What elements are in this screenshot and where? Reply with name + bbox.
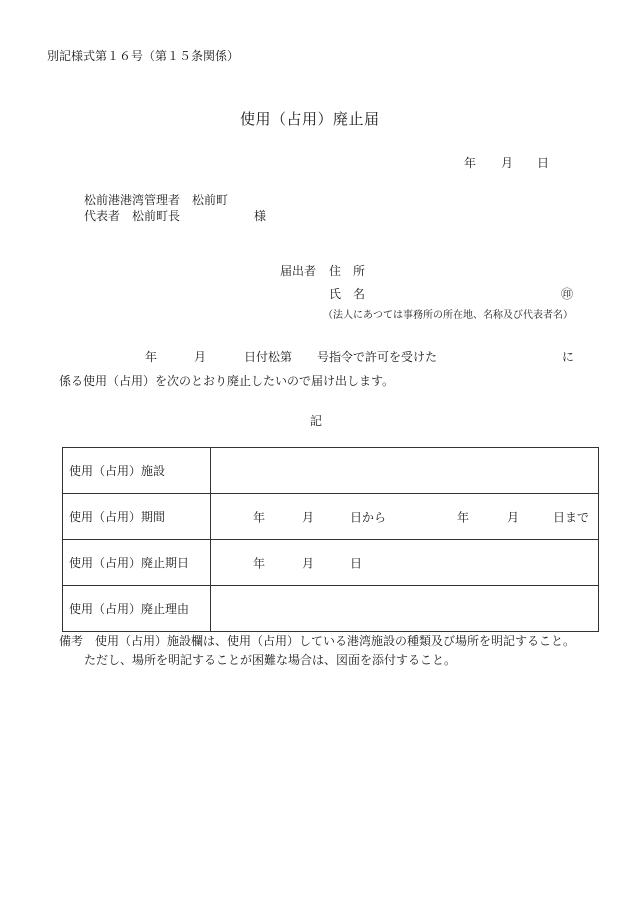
reason-field[interactable] — [211, 586, 599, 632]
body-month-label: 月 — [194, 350, 207, 364]
body-line2: 係る使用（占用）を次のとおり廃止したいので届け出します。 — [59, 374, 395, 388]
addressee-honorific: 様 — [254, 209, 267, 223]
facility-label: 使用（占用）施設 — [63, 448, 211, 494]
period-start-day: 日から — [350, 510, 387, 524]
remarks-line2: ただし、場所を明記することが困難な場合は、図面を添付すること。 — [84, 653, 457, 667]
abolition-month: 月 — [302, 556, 315, 570]
applicant-note: （法人にあつては事務所の所在地、名称及び代表者名） — [323, 310, 573, 321]
period-end-year: 年 — [457, 510, 470, 524]
period-start-year: 年 — [253, 510, 266, 524]
abolition-year: 年 — [253, 556, 266, 570]
table-row-facility — [63, 448, 599, 494]
date-month-label: 月 — [501, 156, 514, 170]
name-label: 氏 名 — [329, 287, 366, 301]
facility-field[interactable] — [211, 448, 599, 494]
period-end-day: 日まで — [553, 510, 590, 524]
document-title: 使用（占用）廃止届 — [240, 110, 380, 128]
abolition-date-field[interactable] — [211, 540, 599, 586]
table-row-reason — [63, 586, 599, 632]
period-end-month: 月 — [507, 510, 520, 524]
remarks-line1: 備考 使用（占用）施設欄は、使用（占用）している港湾施設の種類及び場所を明記すること。 — [59, 634, 576, 648]
form-number: 別記様式第１６号（第１５条関係） — [47, 49, 240, 63]
period-label: 使用（占用）期間 — [63, 494, 211, 540]
form-table — [62, 447, 599, 632]
body-year-label: 年 — [145, 350, 158, 364]
applicant-label: 届出者 — [280, 264, 317, 278]
address-label: 住 所 — [329, 264, 366, 278]
abolition-date-label: 使用（占用）廃止期日 — [63, 540, 211, 586]
seal-mark: ㊞ — [561, 287, 574, 301]
date-day-label: 日 — [537, 156, 550, 170]
addressee-line2: 代表者 松前町長 — [84, 209, 181, 223]
permit-reference: 日付松第 — [244, 350, 293, 364]
period-start-month: 月 — [302, 510, 315, 524]
table-row-period — [63, 494, 599, 540]
table-row-abolition-date — [63, 540, 599, 586]
abolition-day: 日 — [350, 556, 363, 570]
reason-label: 使用（占用）廃止理由 — [63, 586, 211, 632]
ki-label: 記 — [310, 414, 323, 428]
addressee-line1: 松前港港湾管理者 松前町 — [84, 193, 229, 207]
date-year-label: 年 — [464, 156, 477, 170]
period-field[interactable] — [211, 494, 599, 540]
permit-suffix: 号指令で許可を受けた — [317, 350, 438, 364]
body-ni: に — [562, 350, 575, 364]
